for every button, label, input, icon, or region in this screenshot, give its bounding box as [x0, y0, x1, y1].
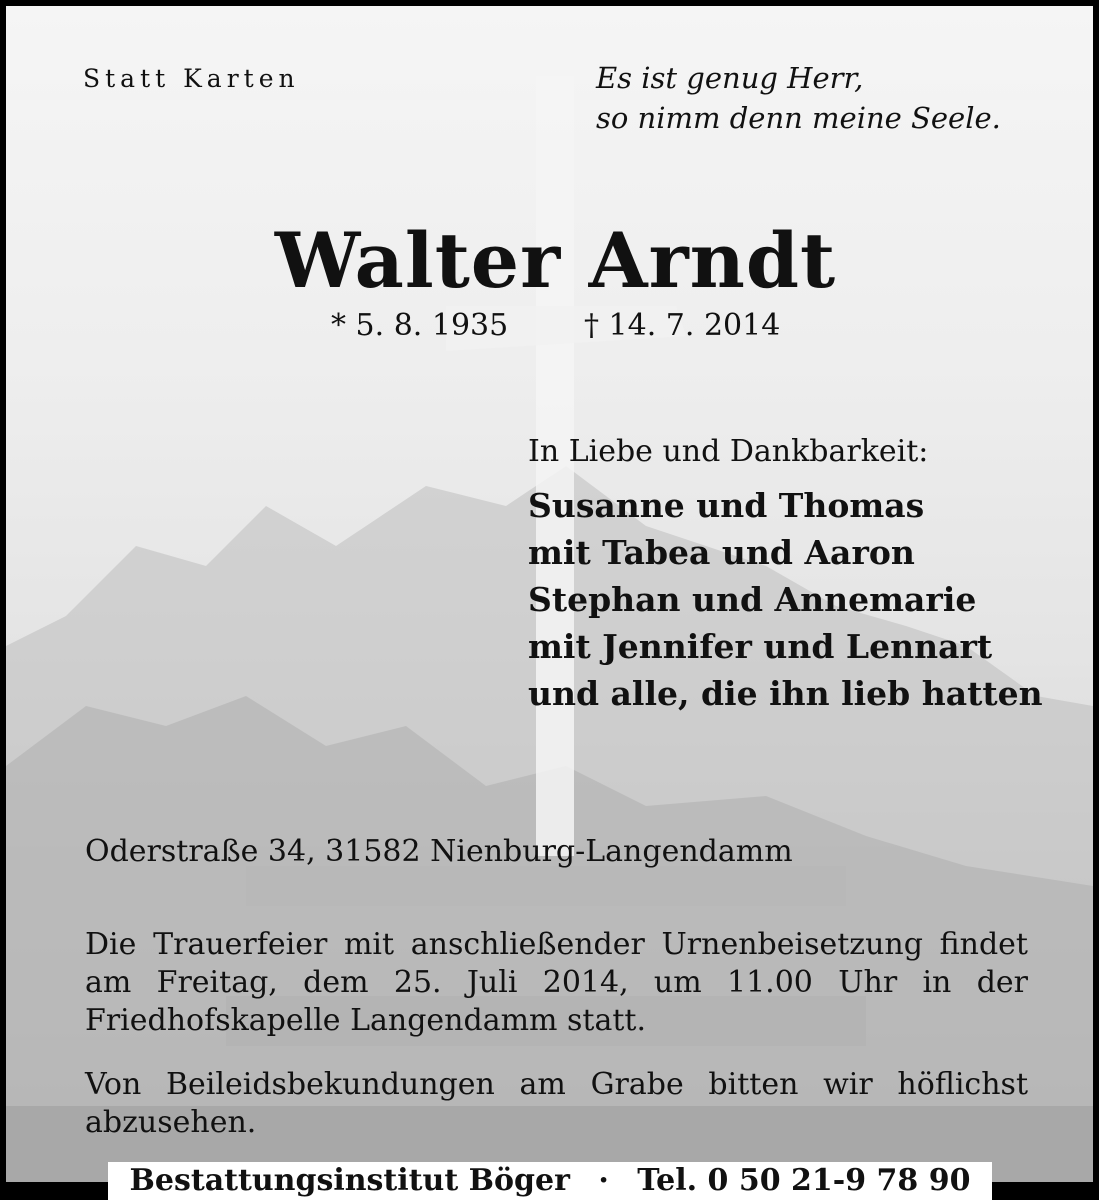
mourner-line: mit Tabea und Aaron [528, 533, 915, 572]
mourner-line: und alle, die ihn lieb hatten [528, 674, 1043, 713]
funeral-home-name: Bestattungsinstitut Böger [129, 1163, 570, 1198]
death-date: † 14. 7. 2014 [584, 308, 781, 343]
address: Oderstraße 34, 31582 Nienburg-Langendamm [85, 834, 793, 869]
condolence-notice: Von Beileidsbekundungen am Grabe bitten wir höflichst abzusehen. [85, 1067, 1028, 1140]
mourner-line: Stephan und Annemarie [528, 580, 977, 619]
statt-karten-label: Statt Karten [83, 64, 300, 93]
mourners-intro: In Liebe und Dankbarkeit: [528, 434, 929, 469]
mourner-line: Susanne und Thomas [528, 486, 925, 525]
bench-top [246, 866, 846, 906]
footer [108, 1162, 992, 1202]
verse-quote [596, 58, 1001, 138]
deceased-name: Walter Arndt [274, 216, 837, 305]
mourners-list [528, 482, 1043, 717]
footer-separator: · [598, 1163, 609, 1198]
verse-line-1: Es ist genug Herr, [596, 61, 864, 95]
funeral-notice: Die Trauerfeier mit anschließender Urnenbeisetzung findet am Freitag, dem 25. Juli 2014, um 11.00 Uhr in der Friedhofskapelle Langendamm statt. [85, 927, 1028, 1038]
birth-date: * 5. 8. 1935 [331, 308, 509, 343]
verse-line-2: so nimm denn meine Seele. [596, 101, 1001, 135]
mourner-line: mit Jennifer und Lennart [528, 627, 993, 666]
phone-number: Tel. 0 50 21-9 78 90 [637, 1163, 971, 1198]
